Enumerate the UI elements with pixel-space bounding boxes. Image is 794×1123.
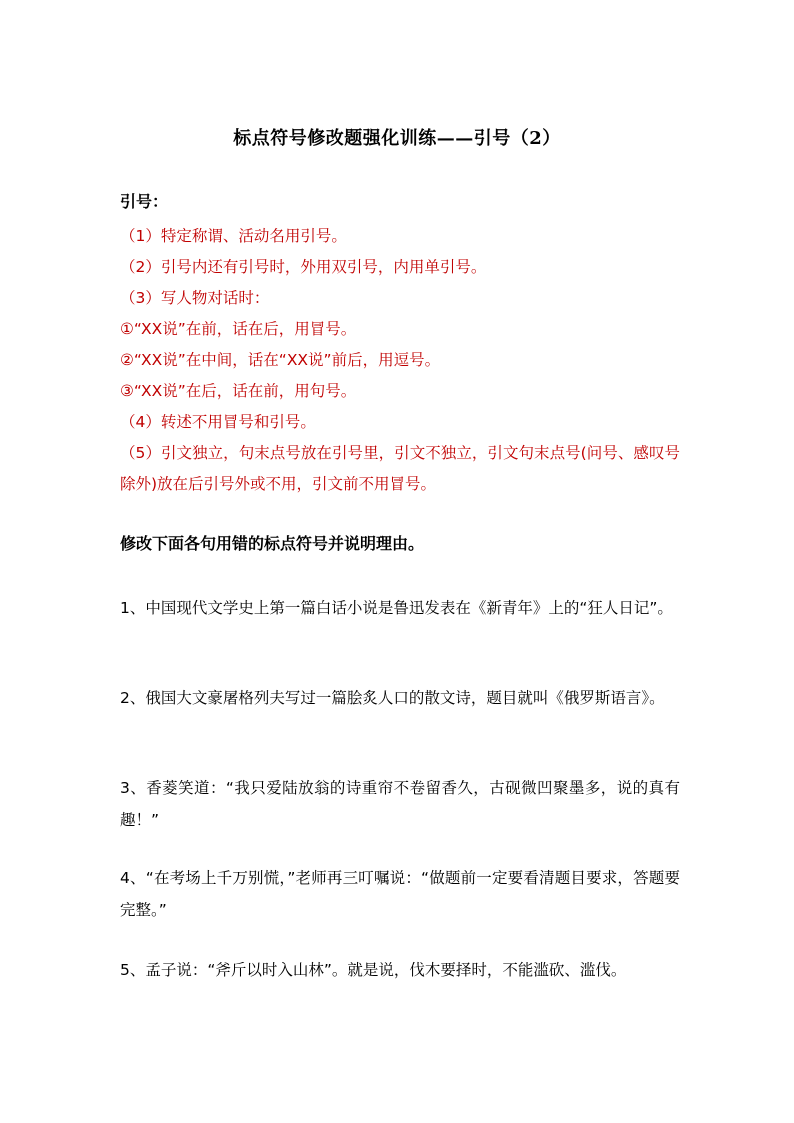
question-item: 1、中国现代文学史上第一篇白话小说是鲁迅发表在《新青年》上的“狂人日记”。 (120, 599, 673, 617)
rule-item: ①“XX说”在前，话在后，用冒号。 (120, 320, 357, 338)
exercise-instruction: 修改下面各句用错的标点符号并说明理由。 (120, 534, 425, 553)
rule-item: ②“XX说”在中间，话在“XX说”前后，用逗号。 (120, 351, 441, 369)
question-item: 5、孟子说：“斧斤以时入山林”。就是说，伐木要择时，不能滥砍、滥伐。 (120, 961, 627, 979)
section-heading: 引号： (120, 192, 169, 211)
rule-item: （2）引号内还有引号时，外用双引号，内用单引号。 (120, 258, 487, 276)
rules-list (120, 221, 680, 500)
question-item: 2、俄国大文豪屠格列夫写过一篇脍炙人口的散文诗，题目就叫《俄罗斯语言》。 (120, 689, 665, 707)
rule-item: ③“XX说”在后，话在前，用句号。 (120, 382, 357, 400)
question-item: 4、“在考场上千万别慌，”老师再三叮嘱说：“做题前一定要看清题目要求，答题要完整。” (120, 869, 680, 919)
rule-item: （4）转述不用冒号和引号。 (120, 413, 316, 431)
rule-item: （1）特定称谓、活动名用引号。 (120, 227, 347, 245)
rule-item: （3）写人物对话时： (120, 289, 270, 307)
rule-item: （5）引文独立，句末点号放在引号里，引文不独立，引文句末点号(问号、感叹号除外)放在后引号外或不用，引文前不用冒号。 (120, 444, 680, 493)
question-item: 3、香菱笑道：“我只爱陆放翁的诗重帘不卷留香久，古砚微凹聚墨多，说的真有趣！” (120, 779, 680, 829)
page-title: 标点符号修改题强化训练——引号（2） (233, 128, 561, 149)
